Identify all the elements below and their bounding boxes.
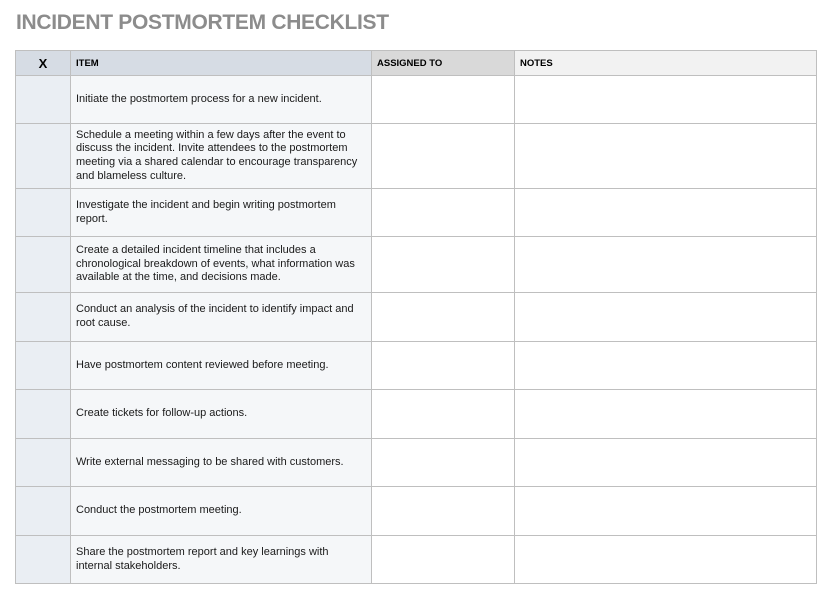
page-title: INCIDENT POSTMORTEM CHECKLIST [16, 11, 389, 34]
checkbox-cell[interactable] [16, 124, 71, 189]
item-cell: Create tickets for follow-up actions. [71, 390, 372, 439]
table-row [16, 189, 817, 237]
notes-cell[interactable] [515, 124, 817, 189]
assigned-to-cell[interactable] [372, 124, 515, 189]
assigned-to-cell[interactable] [372, 439, 515, 487]
checkbox-cell[interactable] [16, 237, 71, 293]
notes-cell[interactable] [515, 390, 817, 439]
item-cell: Conduct the postmortem meeting. [71, 487, 372, 536]
notes-cell[interactable] [515, 237, 817, 293]
table-row [16, 237, 817, 293]
notes-cell[interactable] [515, 293, 817, 342]
table-row [16, 390, 817, 439]
assigned-to-cell[interactable] [372, 342, 515, 390]
checkbox-cell[interactable] [16, 487, 71, 536]
column-header-assigned-to: ASSIGNED TO [372, 51, 515, 76]
notes-cell[interactable] [515, 76, 817, 124]
assigned-to-cell[interactable] [372, 293, 515, 342]
assigned-to-cell[interactable] [372, 189, 515, 237]
column-header-item: ITEM [71, 51, 372, 76]
checkbox-cell[interactable] [16, 189, 71, 237]
assigned-to-cell[interactable] [372, 487, 515, 536]
notes-cell[interactable] [515, 536, 817, 584]
item-cell: Share the postmortem report and key learnings with internal stakeholders. [71, 536, 372, 584]
checkbox-cell[interactable] [16, 76, 71, 124]
column-header-x: X [16, 51, 71, 76]
item-cell: Investigate the incident and begin writing postmortem report. [71, 189, 372, 237]
item-cell: Initiate the postmortem process for a new incident. [71, 76, 372, 124]
assigned-to-cell[interactable] [372, 237, 515, 293]
assigned-to-cell[interactable] [372, 76, 515, 124]
checklist-table [15, 50, 817, 584]
table-row [16, 124, 817, 189]
item-cell: Write external messaging to be shared with customers. [71, 439, 372, 487]
item-cell: Create a detailed incident timeline that includes a chronological breakdown of events, what information was available at the time, and decisions made. [71, 237, 372, 293]
checkbox-cell[interactable] [16, 390, 71, 439]
item-cell: Schedule a meeting within a few days after the event to discuss the incident. Invite attendees to the postmortem meeting via a shared calendar to encourage transparency and blameless culture. [71, 124, 372, 189]
notes-cell[interactable] [515, 487, 817, 536]
notes-cell[interactable] [515, 439, 817, 487]
notes-cell[interactable] [515, 342, 817, 390]
table-row [16, 342, 817, 390]
header-row [16, 51, 817, 76]
table-row [16, 439, 817, 487]
notes-cell[interactable] [515, 189, 817, 237]
column-header-notes: NOTES [515, 51, 817, 76]
checkbox-cell[interactable] [16, 439, 71, 487]
assigned-to-cell[interactable] [372, 536, 515, 584]
table-row [16, 76, 817, 124]
checkbox-cell[interactable] [16, 536, 71, 584]
checkbox-cell[interactable] [16, 293, 71, 342]
table-row [16, 487, 817, 536]
item-cell: Conduct an analysis of the incident to identify impact and root cause. [71, 293, 372, 342]
table-row [16, 293, 817, 342]
checkbox-cell[interactable] [16, 342, 71, 390]
table-row [16, 536, 817, 584]
assigned-to-cell[interactable] [372, 390, 515, 439]
item-cell: Have postmortem content reviewed before meeting. [71, 342, 372, 390]
